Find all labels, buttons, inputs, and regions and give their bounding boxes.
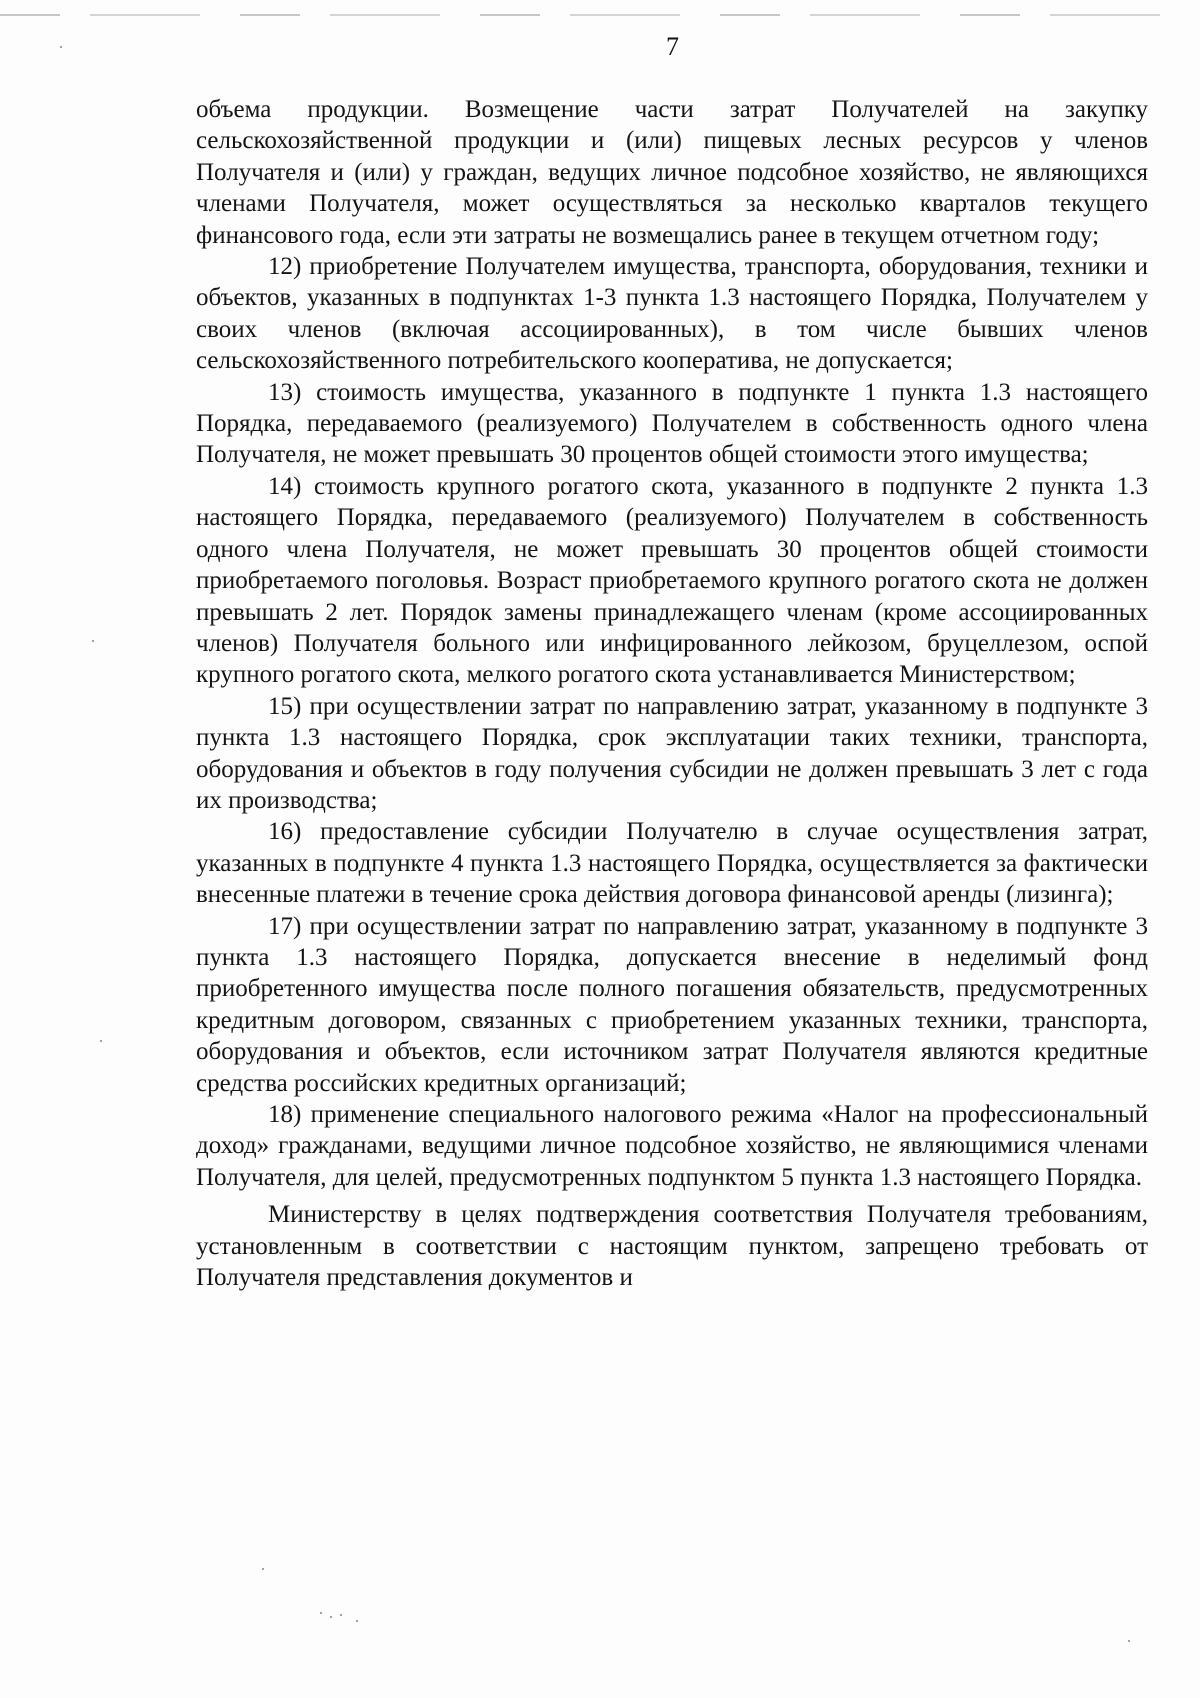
page-number: 7 (666, 32, 679, 61)
paragraph-item-13: 13) стоимость имущества, указанного в подпункте 1 пункта 1.3 настоящего Порядка, передаваемого (реализуемого) Получателем в собственность одного члена Получателя, не может превышать 30 процентов общей стоимости этого имущества; (196, 378, 1148, 469)
scan-speck (340, 1614, 342, 1616)
scan-speck (356, 1620, 358, 1622)
scan-speck (1128, 1640, 1130, 1642)
scan-speck (330, 1616, 332, 1618)
paragraph-item-12: 12) приобретение Получателем имущества, транспорта, оборудования, техники и объектов, указанных в подпунктах 1-3 пункта 1.3 настоящего Порядка, Получателем у своих членов (включая ассоциированных), в том числе бывших членов сельскохозяйственного потребительского кооператива, не допускается; (196, 253, 1148, 375)
paragraph-item-15: 15) при осуществлении затрат по направлению затрат, указанному в подпункте 3 пункта 1.3 настоящего Порядка, срок эксплуатации таких техники, транспорта, оборудования и объектов в году получения субсидии не должен превышать 3 лет с года их производства; (196, 692, 1148, 814)
scan-speck (92, 640, 94, 642)
scan-speck (262, 1568, 264, 1570)
scan-speck (100, 1040, 102, 1042)
document-body (196, 94, 1148, 1293)
scan-edge-line (0, 14, 1200, 16)
paragraph-continuation: объема продукции. Возмещение части затрат Получателей на закупку сельскохозяйственной продукции и (или) пищевых лесных ресурсов у членов Получателя и (или) у граждан, ведущих личное подсобное хозяйство, не являющихся членами Получателя, может осуществляться за несколько кварталов текущего финансового года, если эти затраты не возмещались ранее в текущем отчетном году; (196, 96, 1148, 249)
paragraph-item-14: 14) стоимость крупного рогатого скота, указанного в подпункте 2 пункта 1.3 настоящего Порядка, передаваемого (реализуемого) Получателем в собственность одного члена Получателя, не может превышать 30 процентов общей стоимости приобретаемого поголовья. Возраст приобретаемого крупного рогатого скота не должен превышать 2 лет. Порядок замены принадлежащего членам (кроме ассоциированных членов) Получателя больного или инфицированного лейкозом, бруцеллезом, оспой крупного рогатого скота, мелкого рогатого скота устанавливается Министерством; (196, 472, 1148, 689)
paragraph-item-16: 16) предоставление субсидии Получателю в случае осуществления затрат, указанных в подпункте 4 пункта 1.3 настоящего Порядка, осуществляется за фактически внесенные платежи в течение срока действия договора финансовой аренды (лизинга); (196, 818, 1148, 909)
scan-speck (60, 46, 62, 48)
paragraph-item-18: 18) применение специального налогового режима «Налог на профессиональный доход» гражданами, ведущими личное подсобное хозяйство, не являющимися членами Получателя, для целей, предусмотренных подпунктом 5 пункта 1.3 настоящего Порядка. (196, 1101, 1148, 1191)
paragraph-ministry: Министерству в целях подтверждения соответствия Получателя требованиям, установленным в соответствии с настоящим пунктом, запрещено требовать от Получателя представления документов и (196, 1201, 1148, 1292)
paragraph-item-17: 17) при осуществлении затрат по направлению затрат, указанному в подпункте 3 пункта 1.3 настоящего Порядка, допускается внесение в неделимый фонд приобретенного имущества после полного погашения обязательств, предусмотренных кредитным договором, связанных с приобретением указанных техники, транспорта, оборудования и объектов, если источником затрат Получателя являются кредитные средства российских кредитных организаций; (196, 912, 1148, 1097)
scan-speck (320, 1612, 322, 1614)
